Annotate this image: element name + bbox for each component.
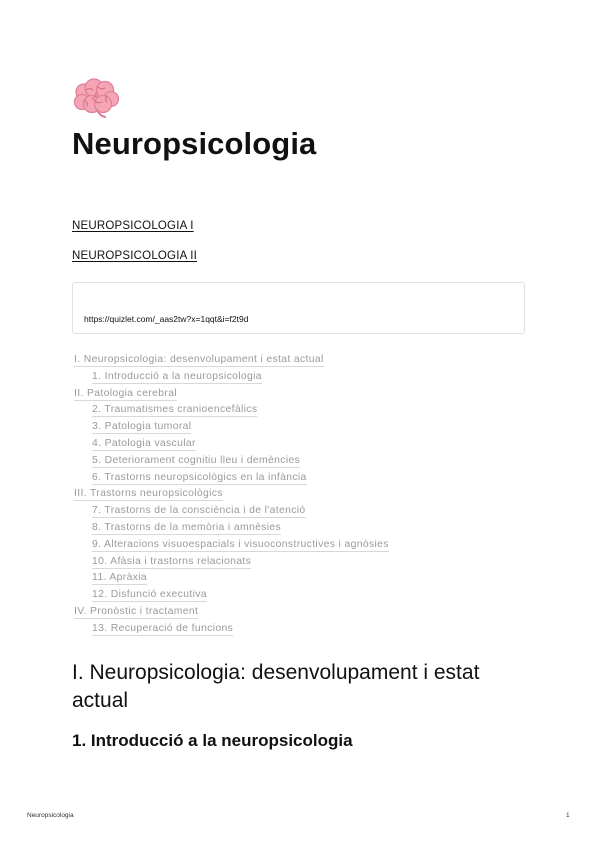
toc-item[interactable] [72, 555, 532, 572]
toc-label[interactable]: 2. Traumatismes cranioencefàlics [92, 404, 258, 416]
toc-label[interactable]: II. Patologia cerebral [74, 387, 178, 399]
toc-label[interactable]: 12. Disfunció executiva [92, 589, 207, 601]
toc-item[interactable] [72, 471, 532, 488]
toc-label[interactable]: 4. Patologia vascular [92, 437, 196, 449]
toc-item[interactable] [72, 370, 532, 387]
toc-item[interactable] [72, 454, 532, 471]
bookmark-url[interactable]: https://quizlet.com/_aas2tw?x=1qqt&i=f2t9d [84, 314, 249, 324]
section-heading-2: 1. Introducció a la neuropsicologia [72, 731, 353, 750]
toc-item[interactable] [72, 437, 532, 454]
bookmark-card[interactable] [72, 282, 525, 334]
toc-label[interactable]: 9. Alteracions visuoespacials i visuoconstructives i agnòsies [92, 538, 389, 550]
link-neuropsicologia-ii[interactable]: NEUROPSICOLOGIA II [72, 250, 198, 262]
toc-label[interactable]: 6. Trastorns neuropsicològics en la infància [92, 471, 307, 483]
toc-label[interactable]: III. Trastorns neuropsicològics [74, 488, 223, 500]
toc-item[interactable] [72, 487, 532, 504]
table-of-contents [72, 353, 532, 639]
toc-item[interactable] [72, 605, 532, 622]
toc-label[interactable]: 1. Introducció a la neuropsicologia [92, 370, 262, 382]
toc-item[interactable] [72, 420, 532, 437]
brain-icon [72, 78, 120, 120]
toc-label[interactable]: 5. Deteriorament cognitiu lleu i demències [92, 454, 301, 466]
toc-label[interactable]: 8. Trastorns de la memòria i amnèsies [92, 521, 282, 533]
page-number: 1 [566, 812, 570, 819]
toc-item[interactable] [72, 521, 532, 538]
section-heading-1: I. Neuropsicologia: desenvolupament i estat actual [72, 661, 480, 712]
toc-label[interactable]: 13. Recuperació de funcions [92, 622, 234, 634]
footer-title: Neuropsicologia [27, 812, 74, 819]
toc-label[interactable]: I. Neuropsicologia: desenvolupament i estat actual [74, 354, 324, 365]
toc-item[interactable] [72, 504, 532, 521]
toc-label[interactable]: IV. Pronòstic i tractament [74, 605, 199, 617]
toc-item[interactable] [72, 403, 532, 420]
toc-item[interactable] [72, 538, 532, 555]
toc-item[interactable] [72, 353, 532, 370]
page-title: Neuropsicologia [72, 126, 317, 161]
link-neuropsicologia-i[interactable]: NEUROPSICOLOGIA I [72, 220, 194, 232]
toc-label[interactable]: 7. Trastorns de la consciència i de l'atenció [92, 505, 306, 517]
toc-item[interactable] [72, 622, 532, 639]
toc-label[interactable]: 3. Patologia tumoral [92, 421, 192, 433]
toc-label[interactable]: 10. Afàsia i trastorns relacionats [92, 555, 252, 567]
toc-item[interactable] [72, 387, 532, 404]
toc-label[interactable]: 11. Apràxia [92, 572, 148, 584]
toc-item[interactable] [72, 571, 532, 588]
toc-item[interactable] [72, 588, 532, 605]
